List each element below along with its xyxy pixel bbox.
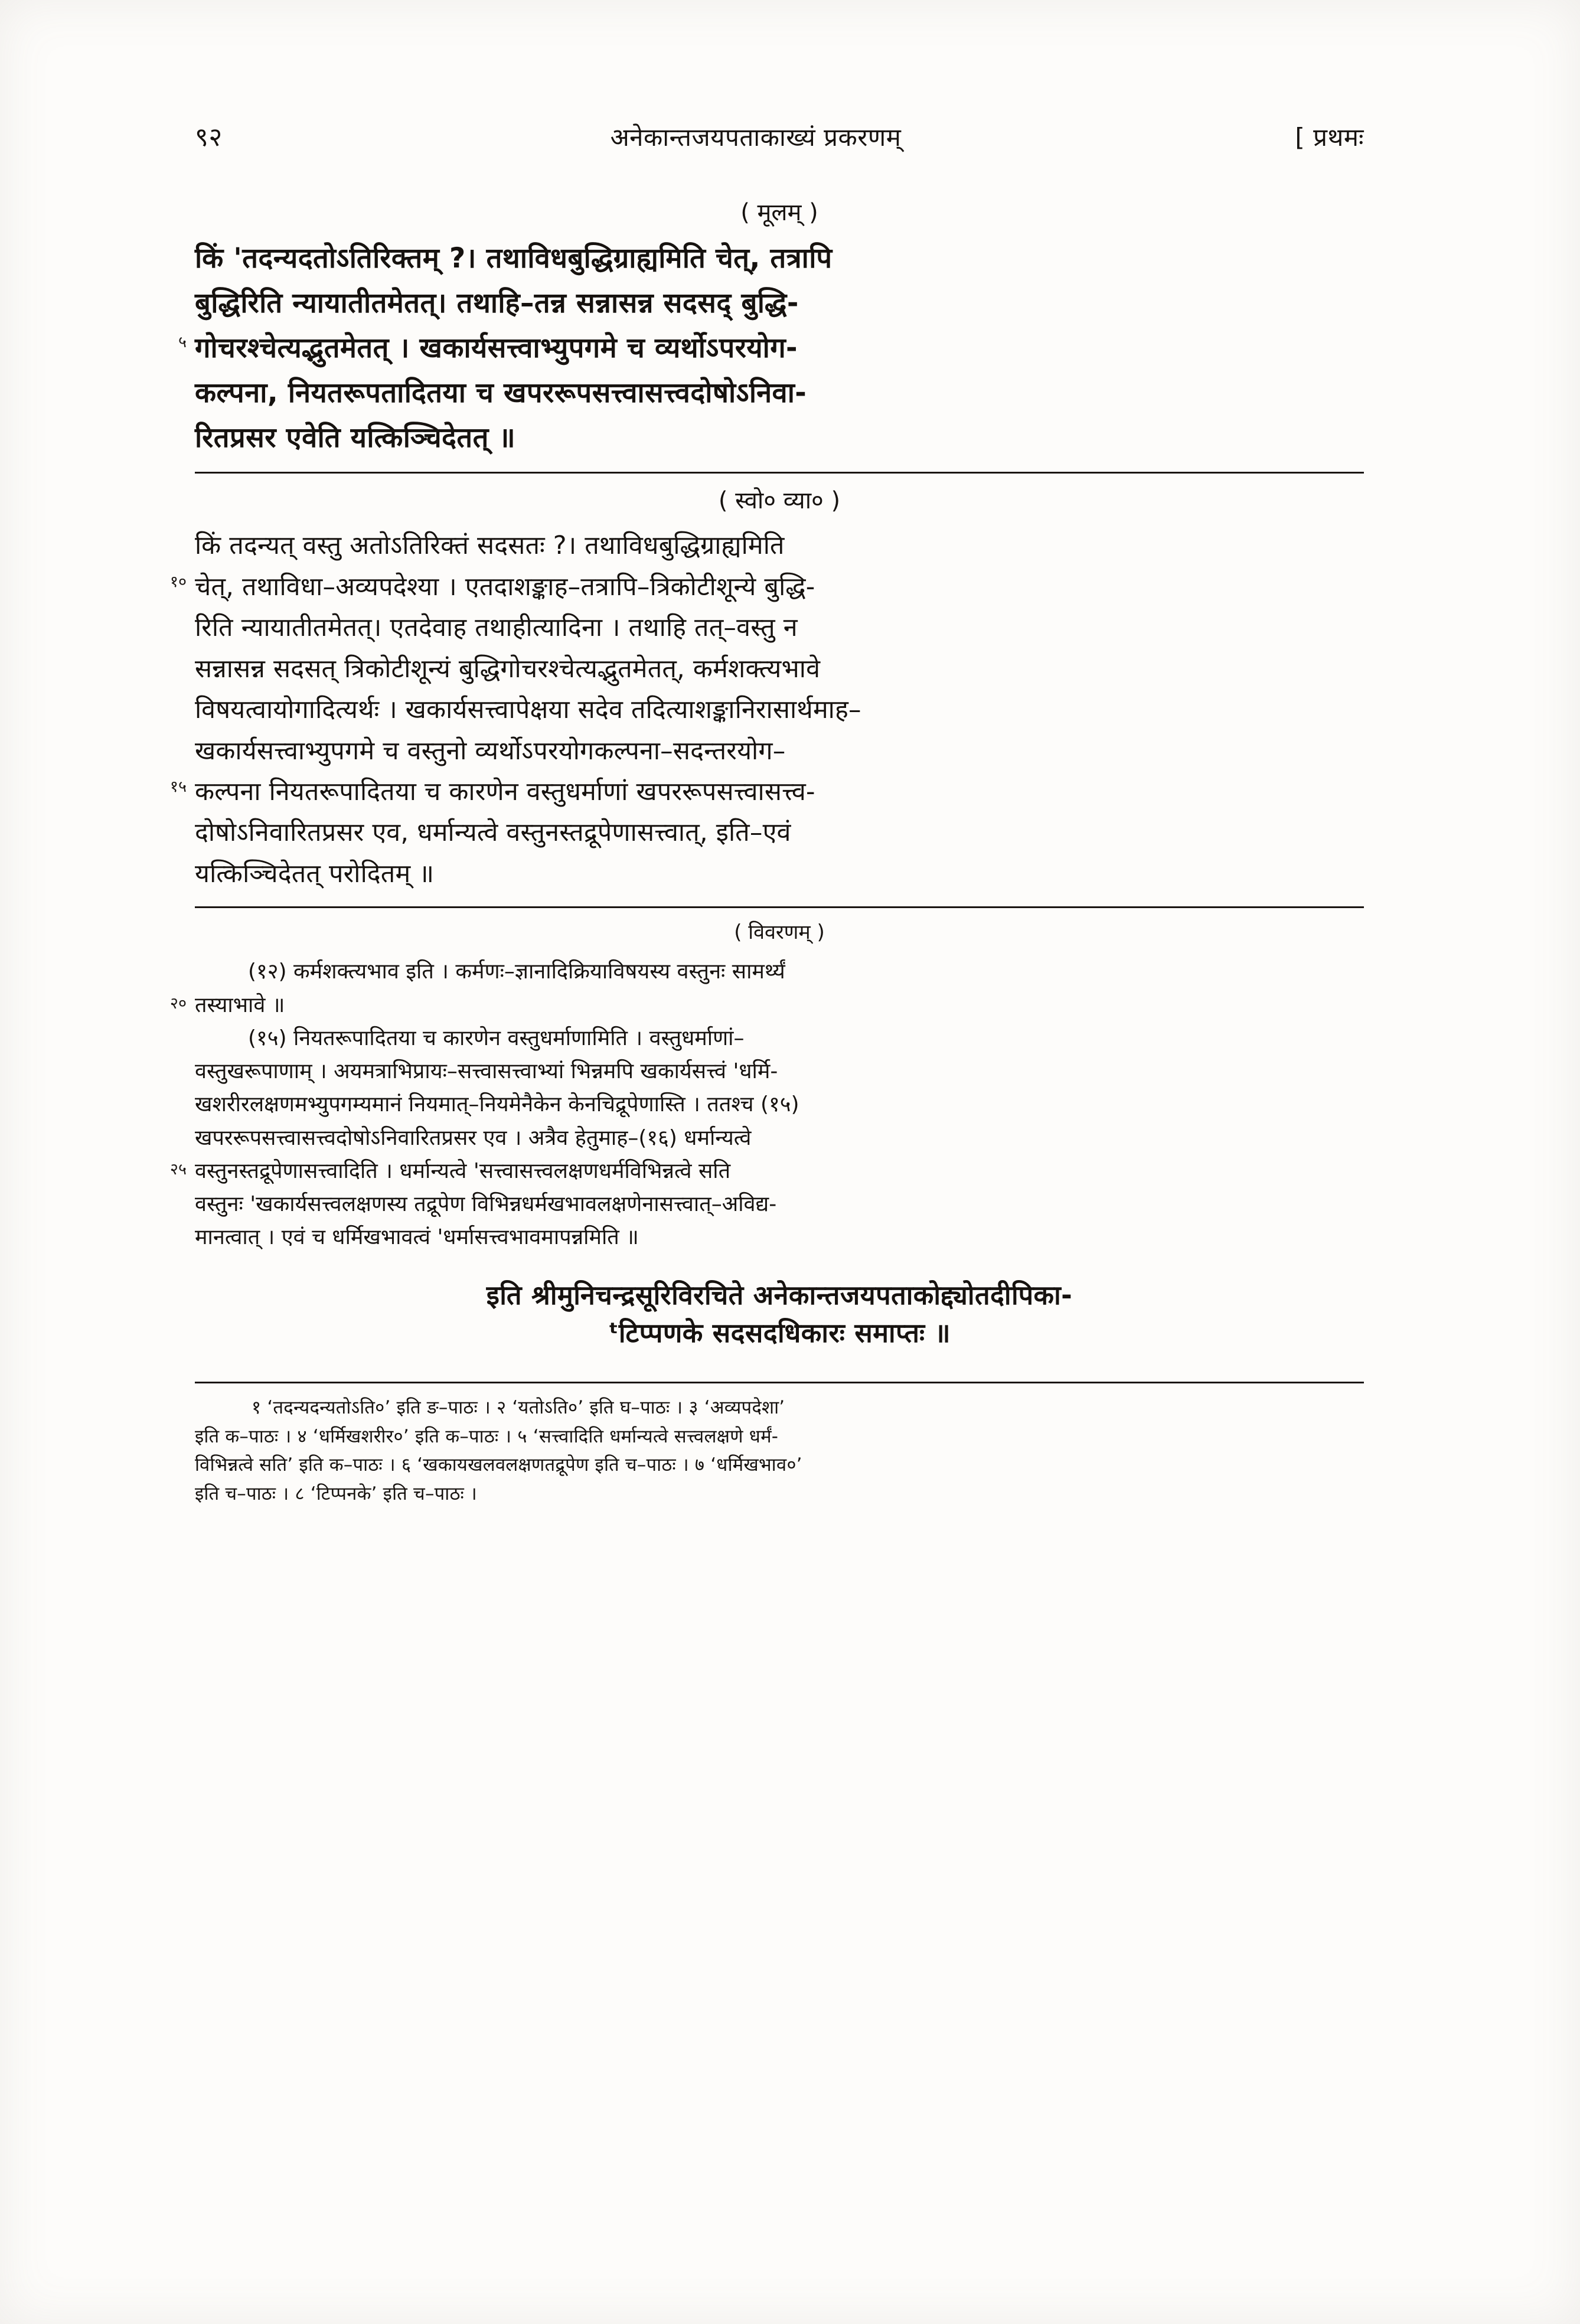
- line-text: (१२) कर्मशक्त्यभाव इति । कर्मणः–ज्ञानादिक्रियाविषयस्य वस्तुनः सामर्थ्यं: [248, 959, 785, 984]
- line-text: खपररूपसत्त्वासत्त्वदोषोऽनिवारितप्रसर एव । अत्रैव हेतुमाह–(१६) धर्मान्यत्वे: [195, 1125, 752, 1150]
- vivarana-block: [169, 958, 1364, 1252]
- text-line: [195, 734, 1364, 768]
- text-line: [195, 693, 1364, 727]
- line-text: दोषोऽनिवारितप्रसर एव, धर्मान्यत्वे वस्तुनस्तद्रूपेणासत्त्वात्, इति–एवं: [195, 818, 791, 848]
- footnotes: [195, 1394, 1364, 1507]
- line-text: मानत्वात् । एवं च धर्मिखभावत्वं 'धर्मासत्त्वभावमापन्नमिति ॥: [195, 1225, 639, 1250]
- vivarana-caption: ( विवरणम् ): [734, 921, 825, 945]
- colophon-line-2: ᵗटिप्पणके सदसदधिकारः समाप्तः ॥: [608, 1317, 951, 1349]
- text-line: [195, 285, 1364, 322]
- line-text: सन्नासन्न सदसत् त्रिकोटीशून्यं बुद्धिगोचरश्चेत्यद्भुतमेतत्, कर्मशक्त्यभावे: [195, 654, 821, 684]
- mula-caption: ( मूलम् ): [740, 199, 818, 226]
- text-line: [195, 611, 1364, 645]
- line-number: ५: [178, 333, 187, 352]
- folio-number: ९२: [195, 122, 223, 152]
- text-line: [195, 528, 1364, 563]
- text-line: [195, 1124, 1364, 1153]
- line-text: खकार्यसत्त्वाभ्युपगमे च वस्तुनो व्यर्थोऽपरयोगकल्पना–सदन्तरयोग–: [195, 736, 786, 766]
- line-text: चेत्, तथाविधा–अव्यपदेश्या । एतदाशङ्काह–तत्रापि–त्रिकोटीशून्ये बुद्धि-: [195, 572, 815, 602]
- text-line: [169, 570, 1364, 604]
- footnote-line: इति च–पाठः । ८ ‘टिप्पनके’ इति च–पाठः ।: [195, 1483, 477, 1504]
- section-divider: [195, 472, 1364, 474]
- line-text: यत्किञ्चिदेतत् परोदितम् ॥: [195, 859, 435, 889]
- text-line: [178, 330, 1364, 367]
- vyakhya-block: [169, 528, 1364, 891]
- page-header: [195, 118, 1364, 154]
- section-divider: [195, 906, 1364, 908]
- text-line: [195, 652, 1364, 686]
- header-bracket-label: [ प्रथमः: [1295, 123, 1364, 152]
- text-line: [195, 815, 1364, 850]
- line-text: खशरीरलक्षणमभ्युपगम्यमानं नियमात्–नियमेनैकेन केनचिद्रूपेणास्ति । ततश्च (१५): [195, 1092, 799, 1117]
- text-line: [195, 240, 1364, 277]
- line-text: किं 'तदन्यदतोऽतिरिक्तम् ?। तथाविधबुद्धिग्राह्यमिति चेत्, तत्रापि: [195, 242, 833, 275]
- line-text: (१५) नियतरूपादितया च कारणेन वस्तुधर्माणामिति । वस्तुधर्माणां–: [248, 1026, 745, 1050]
- line-text: वस्तुनस्तद्रूपेणासत्त्वादिति । धर्मान्यत्वे 'सत्त्वासत्त्वलक्षणधर्मविभिन्नत्वे सति: [195, 1158, 731, 1183]
- text-line: [195, 958, 1364, 986]
- line-text: रिति न्यायातीतमेतत्। एतदेवाह तथाहीत्यादिना । तथाहि तत्–वस्तु न: [195, 613, 798, 643]
- footnote-divider: [195, 1382, 1364, 1383]
- text-line: [195, 1024, 1364, 1053]
- text-line: [195, 375, 1364, 412]
- page-content: [169, 118, 1364, 1509]
- line-number: २०: [169, 994, 187, 1013]
- colophon-line-1: इति श्रीमुनिचन्द्रसूरिविरचिते अनेकान्तजयपताकोद्द्योतदीपिका-: [486, 1279, 1073, 1311]
- text-line: [195, 1223, 1364, 1252]
- text-line: [169, 1157, 1364, 1186]
- line-text: वस्तुखरूपाणाम् । अयमत्राभिप्रायः–सत्त्वासत्त्वाभ्यां भिन्नमपि खकार्यसत्त्वं 'धर्मि-: [195, 1059, 778, 1084]
- line-text: तस्याभावे ॥: [195, 993, 285, 1017]
- line-number: २५: [169, 1160, 187, 1179]
- line-number: १०: [169, 572, 187, 591]
- line-text: किं तदन्यत् वस्तु अतोऽतिरिक्तं सदसतः ?। तथाविधबुद्धिग्राह्यमिति: [195, 531, 785, 561]
- line-text: कल्पना नियतरूपादितया च कारणेन वस्तुधर्माणां खपररूपसत्त्वासत्त्व-: [195, 776, 815, 807]
- text-line: [195, 1091, 1364, 1119]
- text-line: [195, 1057, 1364, 1086]
- line-text: रितप्रसर एवेति यत्किञ्चिदेतत् ॥: [195, 422, 516, 455]
- mula-block: [178, 240, 1364, 456]
- colophon: [195, 1277, 1364, 1352]
- line-text: वस्तुनः 'खकार्यसत्त्वलक्षणस्य तद्रूपेण विभिन्नधर्मखभावलक्षणेनासत्त्वात्–अविद्य-: [195, 1192, 777, 1217]
- line-number: १५: [169, 777, 187, 796]
- text-line: [169, 991, 1364, 1020]
- text-line: [169, 775, 1364, 809]
- text-line: [195, 420, 1364, 456]
- line-text: कल्पना, नियतरूपतादितया च खपररूपसत्त्वासत्त्वदोषोऽनिवा-: [195, 377, 807, 410]
- vyakhya-caption: ( स्वो० व्या० ): [718, 487, 841, 515]
- footnote-line: १ ‘तदन्यदन्यतोऽति०’ इति ङ–पाठः । २ ‘यतोऽति०’ इति घ–पाठः । ३ ‘अव्यपदेशा’: [252, 1397, 785, 1419]
- footnote-line: विभिन्नत्वे सति’ इति क–पाठः । ६ ‘खकायखलवलक्षणतद्रूपेण इति च–पाठः । ७ ‘धर्मिखभाव०’: [195, 1454, 802, 1476]
- line-text: बुद्धिरिति न्यायातीतमेतत्। तथाहि–तन्न सन्नासन्न सदसद् बुद्धि-: [195, 287, 799, 320]
- text-line: [195, 857, 1364, 891]
- footnote-line: इति क–पाठः । ४ ‘धर्मिखशरीर०’ इति क–पाठः । ५ ‘सत्त्वादिति धर्मान्यत्वे सत्त्वलक्षणे धर्मं-: [195, 1425, 779, 1447]
- text-line: [195, 1190, 1364, 1219]
- line-text: विषयत्वायोगादित्यर्थः । खकार्यसत्त्वापेक्षया सदेव तदित्याशङ्कानिरासार्थमाह–: [195, 695, 861, 725]
- line-text: गोचरश्चेत्यद्भुतमेतत् । खकार्यसत्त्वाभ्युपगमे च व्यर्थोऽपरयोग-: [195, 332, 798, 365]
- running-title: अनेकान्तजयपताकाख्यं प्रकरणम्: [610, 123, 902, 152]
